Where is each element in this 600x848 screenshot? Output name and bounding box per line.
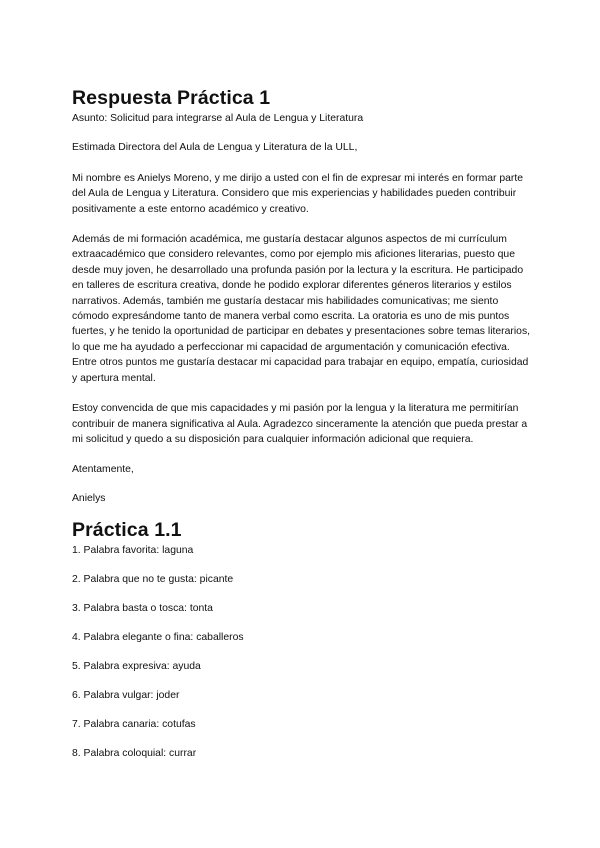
signature: Anielys (72, 492, 106, 504)
list-item: 5. Palabra expresiva: ayuda (72, 661, 201, 673)
paragraph-conclusion: Estoy convencida de que mis capacidades y mi pasión por la lengua y la literatura me permitirían contribuir de manera significativa al Aula. Agradezco sinceramente la atención que pueda prestar a mi solicitud y quedo a su disposición para cualquier información adicional que requiera. (72, 403, 528, 445)
list-item: 6. Palabra vulgar: joder (72, 690, 180, 702)
list-item: 3. Palabra basta o tosca: tonta (72, 603, 213, 615)
list-item: 7. Palabra canaria: cotufas (72, 719, 196, 731)
list-item: 8. Palabra coloquial: currar (72, 748, 197, 760)
paragraph-intro: Mi nombre es Anielys Moreno, y me dirijo a usted con el fin de expresar mi interés en formar parte del Aula de Lengua y Literatura. Considero que mis experiencias y habilidades pueden contribuir positivamente a este entorno académico y creativo. (72, 172, 524, 215)
word-list (72, 543, 534, 761)
list-item: 1. Palabra favorita: laguna (72, 545, 194, 557)
document-body (72, 86, 534, 761)
page-title: Respuesta Práctica 1 (72, 87, 271, 109)
list-item: 4. Palabra elegante o fina: caballeros (72, 632, 244, 644)
section-title: Práctica 1.1 (72, 519, 182, 542)
subject-line: Asunto: Solicitud para integrarse al Aula de Lengua y Literatura (72, 113, 364, 124)
greeting: Estimada Directora del Aula de Lengua y Literatura de la ULL, (72, 142, 358, 154)
closing: Atentamente, (72, 464, 134, 476)
list-item: 2. Palabra que no te gusta: picante (72, 574, 234, 586)
paragraph-skills: Además de mi formación académica, me gustaría destacar algunos aspectos de mi currículum extraacadémico que considero relevantes, como por ejemplo mis aficiones literarias, puesto que desde muy joven, he desarrollado una profunda pasión por la lectura y la escritura. He participado en talleres de escritura creativa, donde he podido explorar diferentes géneros literarios y estilos narrativos. Además, también me gustaría destacar mis habilidades comunicativas; me siento cómodo expresándome tanto de manera verbal como escrita. La oratoria es uno de mis puntos fuertes, y he tenido la oportunidad de participar en debates y presentaciones sobre temas literarios, lo que me ha ayudado a perfeccionar mi capacidad de argumentación y comunicación efectiva. Entre otros puntos me gustaría destacar mi capacidad para trabajar en equipo, empatía, curiosidad y apertura mental. (72, 234, 531, 384)
